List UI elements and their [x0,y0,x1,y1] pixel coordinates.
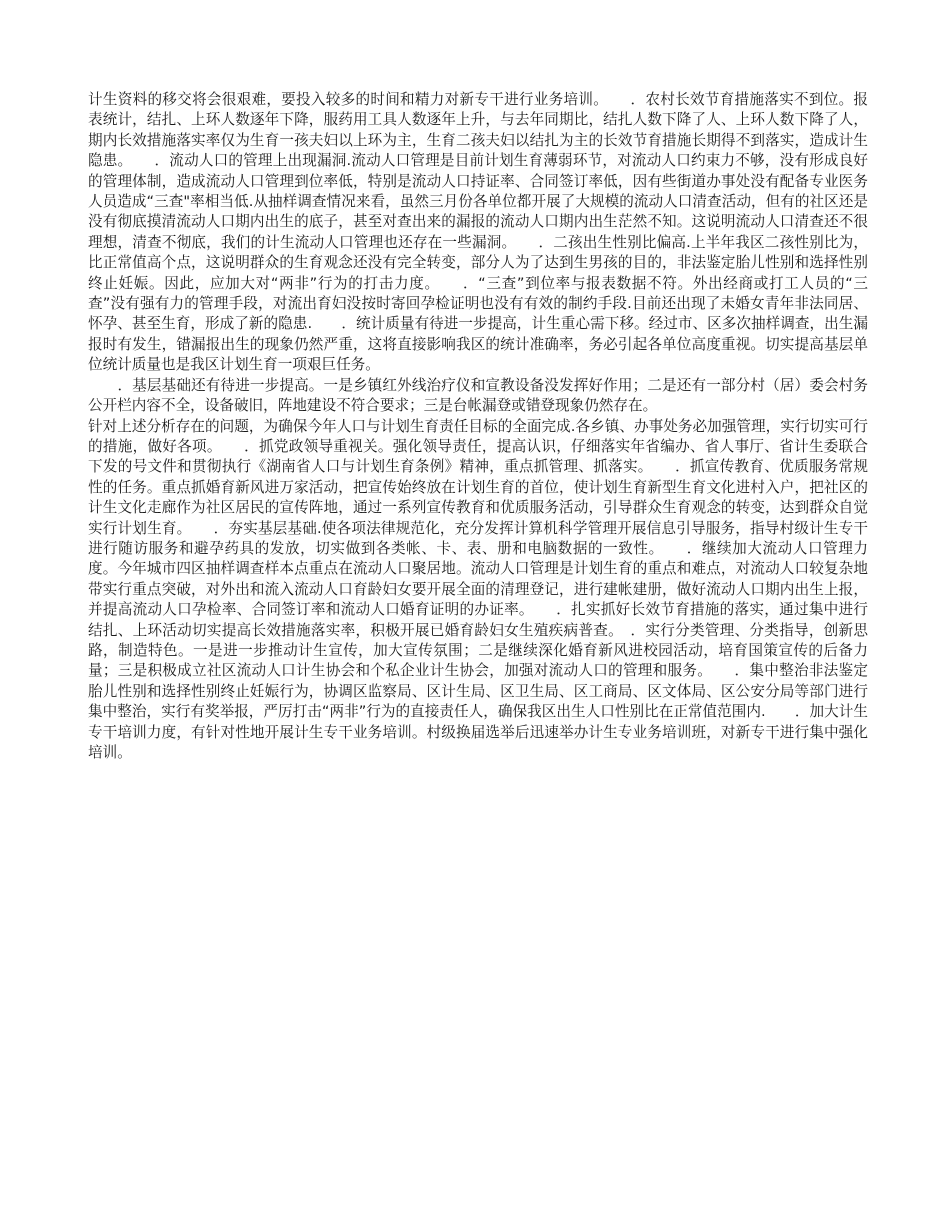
document-body-text: 计生资料的移交将会很艰难，要投入较多的时间和精力对新专干进行业务培训。 ．农村长效节育措施落实不到位。报表统计，结扎、上环人数逐年下降，服药用工具人数逐年上升，与去年同期比，结扎人数下降了人、上环人数下降了人，期内长效措施落实率仅为生育一孩夫妇以上环为主，生育二孩夫妇以结扎为主的长效节育措施长期得不到落实，造成计生隐患。 ．流动人口的管理上出现漏洞.流动人口管理是目前计划生育薄弱环节，对流动人口约束力不够，没有形成良好的管理体制，造成流动人口管理到位率低，特别是流动人口持证率、合同签订率低，因有些街道办事处没有配备专业医务人员造成“三查"率相当低.从抽样调查情况来看，虽然三月份各单位都开展了大规模的流动人口清查活动，但有的社区还是没有彻底摸清流动人口期内出生的底子，甚至对查出来的漏报的流动人口期内出生茫然不知。这说明流动人口清查还不很理想，清查不彻底，我们的计生流动人口管理也还存在一些漏洞。 ．二孩出生性别比偏高.上半年我区二孩性别比为，比正常值高个点，这说明群众的生育观念还没有完全转变，部分人为了达到生男孩的目的，非法鉴定胎儿性别和选择性别终止妊娠。因此，应加大对“两非”行为的打击力度。 ．“三查”到位率与报表数据不符。外出经商或打工人员的“三查”没有强有力的管理手段，对流出育妇没按时寄回孕检证明也没有有效的制约手段.目前还出现了未婚女青年非法同居、怀孕、甚至生育，形成了新的隐患. ．统计质量有待进一步提高，计生重心需下移。经过市、区多次抽样调查，出生漏报时有发生，错漏报出生的现象仍然严重，这将直接影响我区的统计准确率，务必引起各单位高度重视。切实提高基层单位统计质量也是我区计划生育一项艰巨任务。 ．基层基础还有待进一步提高。一是乡镇红外线治疗仪和宣教设备没发挥好作用；二是还有一部分村（居）委会村务公开栏内容不全，设备破旧，阵地建设不符合要求；三是台帐漏登或错登现象仍然存在。 针对上述分析存在的问题，为确保今年人口与计划生育责任目标的全面完成.各乡镇、办事处务必加强管理，实行切实可行的措施，做好各项。 ．抓党政领导重视关。强化领导责任，提高认识，仔细落实年省编办、省人事厅、省计生委联合下发的号文件和贯彻执行《湖南省人口与计划生育条例》精神，重点抓管理、抓落实。 ．抓宣传教育、优质服务常规性的任务。重点抓婚育新风进万家活动，把宣传始终放在计划生育的首位，使计划生育新型生育文化进村入户，把社区的计生文化走廊作为社区居民的宣传阵地，通过一系列宣传教育和优质服务活动，引导群众生育观念的转变，达到群众自觉实行计划生育。 ．夯实基层基础.使各项法律规范化，充分发挥计算机科学管理开展信息引导服务，指导村级计生专干进行随访服务和避孕药具的发放，切实做到各类帐、卡、表、册和电脑数据的一致性。 ．继续加大流动人口管理力度。今年城市四区抽样调查样本点重点在流动人口聚居地。流动人口管理是计划生育的重点和难点，对流动人口较复杂地带实行重点突破，对外出和流入流动人口育龄妇女要开展全面的清理登记，进行建帐建册，做好流动人口期内出生上报，并提高流动人口孕检率、合同签订率和流动人口婚育证明的办证率。 ．扎实抓好长效节育措施的落实，通过集中进行结扎、上环活动切实提高长效措施落实率，积极开展已婚育龄妇女生殖疾病普查。 ．实行分类管理、分类指导，创新思路，制造特色。一是进一步推动计生宣传，加大宣传氛围；二是继续深化婚育新风进校园活动，培育国策宣传的后备力量；三是积极成立社区流动人口计生协会和个私企业计生协会，加强对流动人口的管理和服务。 ．集中整治非法鉴定胎儿性别和选择性别终止妊娠行为，协调区监察局、区计生局、区卫生局、区工商局、区文体局、区公安分局等部门进行集中整治，实行有奖举报，严厉打击“两非”行为的直接责任人，确保我区出生人口性别比在正常值范围内. ．加大计生专干培训力度，有针对性地开展计生专干业务培训。村级换届选举后迅速举办计生专业务培训班，对新专干进行集中强化培训。 [88,91,868,761]
